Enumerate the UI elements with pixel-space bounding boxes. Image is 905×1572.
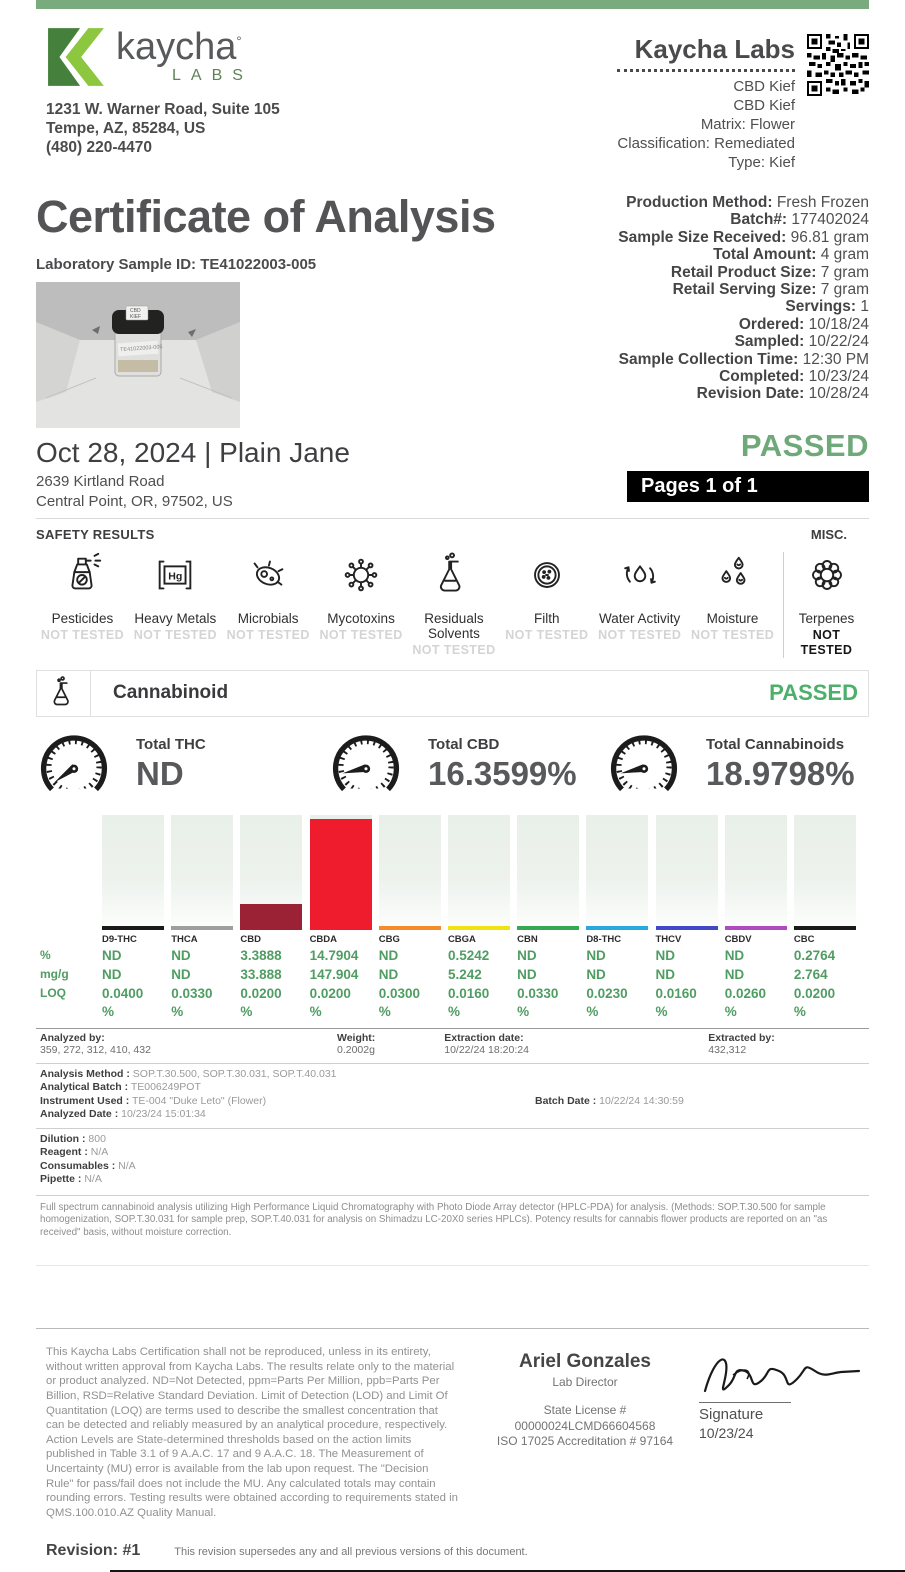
- loq-value: 0.0200: [240, 985, 282, 1001]
- loq-unit: %: [724, 1003, 737, 1019]
- loq-unit: %: [378, 1003, 391, 1019]
- total-cannabinoids-value: 18.9798%: [706, 755, 855, 793]
- terpene-flower-icon: [804, 552, 850, 598]
- chart-column-thca: [171, 815, 233, 1020]
- safety-item-status: NOT TESTED: [690, 627, 775, 642]
- chart-bar: [794, 926, 856, 930]
- safety-item-status: NOT TESTED: [598, 627, 682, 642]
- chart-column-track: [656, 815, 718, 930]
- detail-row: Production Method: Fresh Frozen: [626, 194, 869, 211]
- chart-column-track: [448, 815, 510, 930]
- mgg-value: 5.242: [447, 966, 482, 982]
- gauge-icon: [606, 727, 682, 803]
- erlenmeyer-flask-icon: [47, 674, 81, 712]
- logo-wordmark: [116, 26, 253, 85]
- state-license-label: State License #: [543, 1403, 627, 1418]
- chart-column-cbga: [448, 815, 510, 1020]
- mgg-value: ND: [586, 966, 606, 982]
- client-date-name: Oct 28, 2024 | Plain Jane: [36, 436, 350, 468]
- chart-column-cbg: [379, 815, 441, 1020]
- chart-bar: [656, 926, 718, 930]
- mgg-value: ND: [171, 966, 191, 982]
- chart-bar: [725, 926, 787, 930]
- misc-heading: MISC.: [810, 526, 847, 542]
- lab-address-line1: 1231 W. Warner Road, Suite 105: [46, 101, 280, 118]
- batch-date: Batch Date : 10/22/24 14:30:59: [535, 1094, 684, 1107]
- product-name-2: CBD Kief: [733, 97, 795, 114]
- safety-results-row: [36, 552, 869, 658]
- dilution: Dilution : 800: [40, 1132, 106, 1145]
- svg-text:KIEF: KIEF: [130, 313, 142, 320]
- analysis-meta-row3: [36, 1128, 869, 1195]
- safety-item-name: Mycotoxins: [327, 610, 395, 626]
- chart-bar: [102, 926, 164, 930]
- lab-phone: (480) 220-4470: [46, 139, 152, 156]
- cannabinoid-bar-chart: [36, 815, 869, 1020]
- chart-column-track: [171, 815, 233, 930]
- mgg-value: ND: [517, 966, 537, 982]
- totals-gauges-row: [36, 727, 869, 803]
- safety-item-name: Water Activity: [599, 610, 681, 626]
- lab-name-title: Kaycha Labs: [634, 34, 795, 64]
- instrument-used: Instrument Used : TE-004 "Duke Leto" (Flower): [40, 1094, 267, 1107]
- chart-category-label: CBDA: [309, 933, 338, 945]
- chart-bar: [310, 819, 372, 930]
- product-summary: [617, 34, 795, 172]
- detail-row: Retail Product Size: 7 gram: [670, 263, 869, 281]
- safety-item-status: NOT TESTED: [800, 627, 853, 657]
- safety-item-microbials: [222, 552, 315, 642]
- loq-value: 0.0230: [586, 985, 628, 1001]
- client-address-line1: 2639 Kirtland Road: [36, 472, 165, 490]
- chart-column-cbd: [240, 815, 302, 1020]
- detail-row: Servings: 1: [785, 298, 869, 316]
- safety-item-name: Moisture: [706, 610, 759, 626]
- chart-category-label: THCA: [171, 933, 198, 945]
- safety-item-name: Microbials: [237, 610, 299, 626]
- chart-column-d8-thc: [586, 815, 648, 1020]
- total-cannabinoids-group: [606, 727, 855, 803]
- loq-value: 0.0260: [724, 985, 766, 1001]
- loq-unit: %: [240, 1003, 253, 1019]
- pct-value: ND: [724, 947, 745, 963]
- detail-row: Sampled: 10/22/24: [734, 333, 869, 351]
- chart-column-track: [794, 815, 856, 930]
- loq-value: 0.0400: [102, 985, 144, 1001]
- extracted-by: Extracted by: 432,312: [708, 1031, 775, 1057]
- chart-column-cbdv: [725, 815, 787, 1020]
- pct-value: ND: [517, 947, 537, 963]
- cannabinoid-panel: [36, 670, 869, 717]
- pct-value: ND: [655, 947, 675, 963]
- loq-value: 0.0160: [447, 985, 490, 1001]
- safety-item-filth: [500, 552, 593, 642]
- lab-logo-block: [36, 26, 280, 172]
- gauge-icon: [36, 727, 112, 803]
- loq-unit: %: [793, 1003, 806, 1019]
- chart-column-thcv: [656, 815, 718, 1020]
- detail-row: Total Amount: 4 gram: [713, 246, 869, 264]
- loq-unit: %: [586, 1003, 599, 1019]
- chart-bar: [240, 904, 302, 930]
- loq-value: 0.0330: [171, 985, 213, 1001]
- logo-registered-mark: °: [236, 33, 242, 49]
- signature-label: Signature: [699, 1406, 764, 1424]
- total-cbd-label: Total CBD: [428, 736, 500, 754]
- dotted-divider: [617, 69, 795, 72]
- logo-word: kaycha: [116, 26, 237, 68]
- detail-row: Sample Collection Time: 12:30 PM: [618, 350, 869, 368]
- chart-column-cbn: [517, 815, 579, 1020]
- mgg-value: 147.904: [309, 966, 359, 982]
- mgg-value: ND: [724, 966, 745, 982]
- mgg-value: 33.888: [240, 966, 282, 982]
- gauge-icon: [328, 727, 404, 803]
- analyzed-date: Analyzed Date : 10/23/24 15:01:34: [40, 1108, 206, 1121]
- safety-results-heading: SAFETY RESULTS: [36, 526, 155, 542]
- chart-category-label: D9-THC: [102, 933, 137, 945]
- chart-bar: [448, 926, 510, 930]
- mgg-value: ND: [655, 966, 675, 982]
- chart-category-label: CBD: [240, 933, 261, 945]
- detail-row: Retail Serving Size: 7 gram: [672, 281, 869, 299]
- chart-category-label: CBN: [517, 933, 538, 945]
- chart-category-label: D8-THC: [586, 933, 622, 945]
- loq-value: 0.0300: [378, 985, 421, 1001]
- total-thc-value: ND: [136, 755, 184, 793]
- loq-value: 0.0200: [793, 985, 836, 1001]
- safety-item-status: NOT TESTED: [40, 627, 125, 642]
- laboratory-sample-id: Laboratory Sample ID: TE41022003-005: [36, 255, 317, 273]
- iso-accreditation: ISO 17025 Accreditation # 97164: [496, 1434, 674, 1449]
- chart-column-track: [725, 815, 787, 930]
- lab-address: [46, 100, 280, 157]
- product-photo: [36, 282, 240, 428]
- row-label-loq: LOQ: [40, 985, 66, 1000]
- safety-item-name: Heavy Metals: [134, 610, 217, 626]
- total-thc-label: Total THC: [136, 736, 206, 754]
- flask-icon: [431, 552, 477, 598]
- safety-item-name: Terpenes: [798, 610, 855, 626]
- chart-category-label: CBC: [793, 933, 815, 945]
- chart-column-track: [102, 815, 164, 930]
- total-cbd-value: 16.3599%: [428, 755, 577, 793]
- safety-item-heavy-metals: [129, 552, 222, 642]
- section-divider: [36, 518, 869, 519]
- state-license-number: 00000024LCMD66604568: [514, 1418, 656, 1433]
- chart-column-cbda: [310, 815, 372, 1020]
- cannabinoid-status-passed: PASSED: [769, 680, 858, 706]
- chart-bar: [171, 926, 233, 930]
- safety-item-status: NOT TESTED: [505, 627, 589, 642]
- water-cycle-icon: [617, 552, 663, 598]
- revision-label: Revision: #1: [46, 1542, 141, 1560]
- detail-row: Sample Size Received: 96.81 gram: [618, 228, 869, 246]
- lab-director-title: Lab Director: [552, 1375, 618, 1390]
- signature-block: [699, 1345, 869, 1520]
- total-cbd-group: [328, 727, 606, 803]
- method-fine-print: Full spectrum cannabinoid analysis utilizing High Performance Liquid Chromatography with Photo Diode Array detector (HPLC-PDA) for analysis. (Methods: SOP.T.30.500 for sample homogenization, SOP.T.30.031 for sample prep, SOP.T.40.031 for analysis on Shimadzu LC-20X0 series HPLCs). Potency results for cannabis flower products are reported on an "as received" basis, without moisture correction.: [36, 1195, 869, 1267]
- analyzed-by: Analyzed by: 359, 272, 312, 410, 432: [40, 1031, 151, 1057]
- mgg-value: ND: [102, 966, 122, 982]
- loq-unit: %: [517, 1003, 530, 1019]
- logo-labs-text: LABS: [172, 67, 253, 84]
- pct-value: ND: [102, 947, 122, 963]
- loq-unit: %: [447, 1003, 460, 1019]
- client-address-line2: Central Point, OR, 97502, US: [36, 492, 233, 510]
- chart-bar: [586, 926, 648, 930]
- pct-value: 0.5242: [447, 947, 490, 963]
- safety-item-name: Filth: [534, 610, 560, 626]
- detail-row: Revision Date: 10/28/24: [696, 385, 869, 403]
- detail-row: Completed: 10/23/24: [719, 368, 869, 386]
- chart-category-label: CBDV: [724, 933, 752, 945]
- qr-code-icon: [807, 34, 869, 96]
- chart-bar: [517, 926, 579, 930]
- revision-note: This revision supersedes any and all previous versions of this document.: [174, 1546, 528, 1559]
- chart-category-label: THCV: [655, 933, 682, 945]
- pct-value: ND: [378, 947, 399, 963]
- chart-column-track: [310, 815, 372, 930]
- safety-item-moisture: [686, 552, 779, 642]
- svg-text:CBD: CBD: [130, 307, 141, 314]
- safety-item-residual-solvents: [408, 552, 501, 657]
- safety-item-name: Pesticides: [51, 610, 114, 626]
- pct-value: 14.7904: [309, 947, 359, 963]
- safety-item-status: NOT TESTED: [412, 642, 496, 657]
- detail-row: Batch#: 177402024: [730, 211, 869, 229]
- signature-date: 10/23/24: [699, 1425, 754, 1442]
- chart-bar: [379, 926, 441, 930]
- safety-item-pesticides: [36, 552, 129, 642]
- mgg-value: 2.764: [793, 966, 828, 982]
- production-details: [618, 194, 869, 403]
- kaycha-logo-icon: [46, 26, 108, 88]
- loq-value: 0.0330: [517, 985, 559, 1001]
- overall-status-passed: PASSED: [740, 427, 869, 463]
- safety-item-status: NOT TESTED: [133, 627, 217, 642]
- chart-column-d9-thc: [102, 815, 164, 1020]
- safety-item-mycotoxins: [315, 552, 408, 642]
- product-type: Type: Kief: [728, 154, 795, 171]
- pipette: Pipette : N/A: [40, 1173, 102, 1186]
- chart-row-labels: [36, 815, 102, 1020]
- cannabinoid-heading: Cannabinoid: [113, 682, 229, 704]
- lab-director-name: Ariel Gonzales: [519, 1351, 651, 1373]
- svg-text:Hg: Hg: [168, 570, 183, 583]
- footer-divider: [36, 1328, 869, 1329]
- analysis-method: Analysis Method : SOP.T.30.500, SOP.T.30.031, SOP.T.40.031: [40, 1067, 337, 1080]
- loq-unit: %: [309, 1003, 322, 1019]
- reagent: Reagent : N/A: [40, 1146, 109, 1159]
- chart-column-track: [586, 815, 648, 930]
- loq-unit: %: [102, 1003, 115, 1019]
- spray-bottle-icon: [59, 552, 105, 598]
- lab-address-line2: Tempe, AZ, 85284, US: [46, 120, 206, 137]
- mgg-value: ND: [378, 966, 399, 982]
- chart-category-label: CBGA: [447, 933, 476, 945]
- chart-column-track: [240, 815, 302, 930]
- chart-column-cbc: [794, 815, 856, 1020]
- page-title: Certificate of Analysis: [36, 191, 496, 242]
- analysis-meta-row1: [36, 1028, 869, 1063]
- chart-category-label: CBG: [378, 933, 400, 945]
- safety-item-status: NOT TESTED: [226, 627, 310, 642]
- consumables: Consumables : N/A: [40, 1159, 136, 1172]
- total-cannabinoids-label: Total Cannabinoids: [706, 736, 845, 754]
- safety-item-name: Residuals Solvents: [424, 610, 484, 641]
- lab-director-block: [485, 1345, 685, 1520]
- pct-value: ND: [171, 947, 191, 963]
- loq-unit: %: [171, 1003, 184, 1019]
- loq-value: 0.0200: [309, 985, 351, 1001]
- weight: Weight: 0.2002g: [337, 1031, 376, 1057]
- product-classification: Classification: Remediated: [617, 135, 795, 152]
- safety-item-water-activity: [593, 552, 686, 642]
- chart-column-track: [379, 815, 441, 930]
- mercury-hg-icon: [152, 552, 198, 598]
- accent-top-bar: [36, 0, 869, 9]
- pages-indicator: Pages 1 of 1: [627, 471, 869, 502]
- pct-value: 3.3888: [240, 947, 282, 963]
- product-name: CBD Kief: [733, 78, 795, 95]
- pct-value: ND: [586, 947, 606, 963]
- certification-disclaimer: This Kaycha Labs Certification shall not be reproduced, unless in its entirety, without written approval from Kaycha Labs. The results relate only to the material or product analyzed. ND=Not Detected, ppm=Parts Per Million, ppb=Parts Per Billion, RSD=Relative Standard Deviation. Limit of Detection (LOD) and Limit Of Quantitation (LOQ) are terms used to describe the smallest concentration that can be detected and reliably measured by an analytical procedure, respectively. Action Levels are State-determined thresholds based on the action limits published in Table 3.1 of 9 A.A.C. 17 and 9 A.A.C. 18. The Measurement of Uncertainty (MU) error is available from the lab upon request. The "Decision Rule" for pass/fail does not include the MU. Any calculated totals may contain rounding errors. Testing results were obtained according to requirements stated in QMS.100.010.AZ Quality Manual.: [46, 1346, 458, 1519]
- row-label-pct: %: [40, 947, 51, 962]
- droplets-icon: [710, 552, 756, 598]
- bacteria-icon: [245, 552, 291, 598]
- signature-icon: [699, 1345, 869, 1403]
- detail-row: Ordered: 10/18/24: [738, 315, 869, 333]
- spore-icon: [338, 552, 384, 598]
- svg-text:TE41022003-005: TE41022003-005: [119, 344, 163, 354]
- safety-item-terpenes: [783, 552, 869, 658]
- chart-column-track: [517, 815, 579, 930]
- client-block: [36, 437, 578, 512]
- pct-value: 0.2764: [793, 947, 836, 963]
- extraction-date: Extraction date: 10/22/24 18:20:24: [444, 1031, 529, 1057]
- loq-value: 0.0160: [655, 985, 697, 1001]
- analysis-meta-row2: [36, 1063, 869, 1128]
- product-matrix: Matrix: Flower: [700, 116, 795, 133]
- petri-dish-icon: [524, 552, 570, 598]
- header: [36, 26, 869, 172]
- safety-item-status: NOT TESTED: [319, 627, 403, 642]
- total-thc-group: [36, 727, 328, 803]
- loq-unit: %: [655, 1003, 668, 1019]
- row-label-mgg: mg/g: [40, 966, 69, 981]
- analytical-batch: Analytical Batch : TE006249POT: [40, 1081, 201, 1094]
